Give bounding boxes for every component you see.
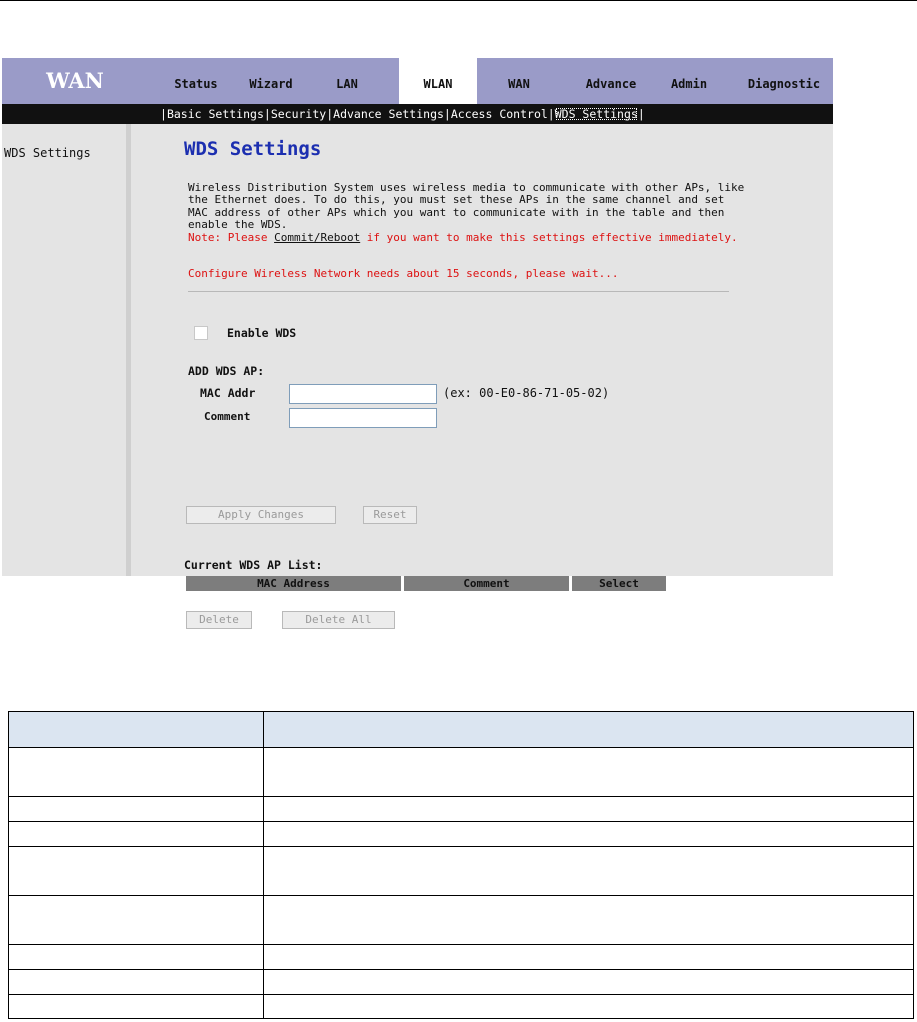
table-row — [9, 995, 914, 1019]
brand-logo: WAN — [46, 68, 104, 93]
comment-label: Comment — [204, 410, 251, 423]
parameter-table — [8, 711, 914, 1019]
mac-addr-input[interactable] — [289, 384, 437, 404]
sidebar-item-wds-settings[interactable]: WDS Settings — [4, 146, 91, 160]
sidebar — [2, 124, 131, 576]
nav-advance[interactable]: Advance — [585, 77, 637, 91]
page-top-rule — [0, 0, 917, 1]
main-content — [131, 124, 833, 626]
column-header-select: Select — [572, 576, 666, 591]
delete-button[interactable]: Delete — [186, 611, 252, 629]
note-text — [188, 231, 738, 244]
comment-input[interactable] — [289, 408, 437, 428]
note-prefix: Note: Please — [188, 230, 275, 244]
nav-wlan[interactable]: WLAN — [399, 58, 477, 104]
subnav-basic-settings[interactable]: Basic Settings — [166, 107, 264, 121]
mac-example-text: (ex: 00-E0-86-71-05-02) — [443, 386, 610, 400]
subnav-wds-settings[interactable]: WDS Settings — [554, 107, 638, 121]
nav-diagnostic[interactable]: Diagnostic — [747, 77, 821, 91]
commit-reboot-link[interactable]: Commit/Reboot — [274, 230, 361, 244]
enable-wds-checkbox[interactable] — [194, 326, 208, 340]
subnav-access-control[interactable]: Access Control — [450, 107, 548, 121]
router-screenshot — [2, 58, 833, 626]
table-header-row — [9, 712, 914, 748]
page-title: WDS Settings — [184, 138, 322, 160]
subnav-advance-settings[interactable]: Advance Settings — [333, 107, 444, 121]
nav-lan[interactable]: LAN — [336, 77, 358, 91]
sub-navbar: |Basic Settings|Security|Advance Settings|Access Control|WDS Settings| — [2, 104, 833, 124]
table-row — [9, 970, 914, 995]
table-row — [9, 748, 914, 797]
table-row — [9, 847, 914, 896]
table-row — [9, 822, 914, 847]
nav-wan[interactable]: WAN — [508, 77, 530, 91]
table-row — [9, 945, 914, 970]
wds-ap-list-heading: Current WDS AP List: — [184, 558, 323, 572]
enable-wds-label: Enable WDS — [227, 326, 297, 340]
table-row — [9, 797, 914, 822]
description-text: Wireless Distribution System uses wireless media to communicate with other APs, like the Ethernet does. To do this, you must set these APs in the same channel and set MAC address of other APs which you want to communicate with in the table and then enable the WDS. — [188, 181, 745, 232]
delete-all-button[interactable]: Delete All — [282, 611, 395, 629]
column-header-mac-address: MAC Address — [186, 576, 401, 591]
subnav-security[interactable]: Security — [270, 107, 327, 121]
nav-admin[interactable]: Admin — [670, 77, 708, 91]
note-suffix: if you want to make this settings effective immediately. — [360, 230, 738, 244]
reset-button[interactable]: Reset — [363, 506, 417, 524]
column-header-comment: Comment — [404, 576, 569, 591]
apply-changes-button[interactable]: Apply Changes — [186, 506, 336, 524]
nav-status[interactable]: Status — [174, 77, 218, 91]
top-navbar — [2, 58, 833, 104]
description — [188, 182, 748, 244]
add-wds-ap-heading: ADD WDS AP: — [188, 364, 265, 378]
nav-wizard[interactable]: Wizard — [249, 77, 293, 91]
mac-addr-label: MAC Addr — [200, 386, 256, 400]
wait-message: Configure Wireless Network needs about 15 seconds, please wait... — [188, 267, 619, 280]
divider — [188, 291, 729, 292]
table-row — [9, 896, 914, 945]
